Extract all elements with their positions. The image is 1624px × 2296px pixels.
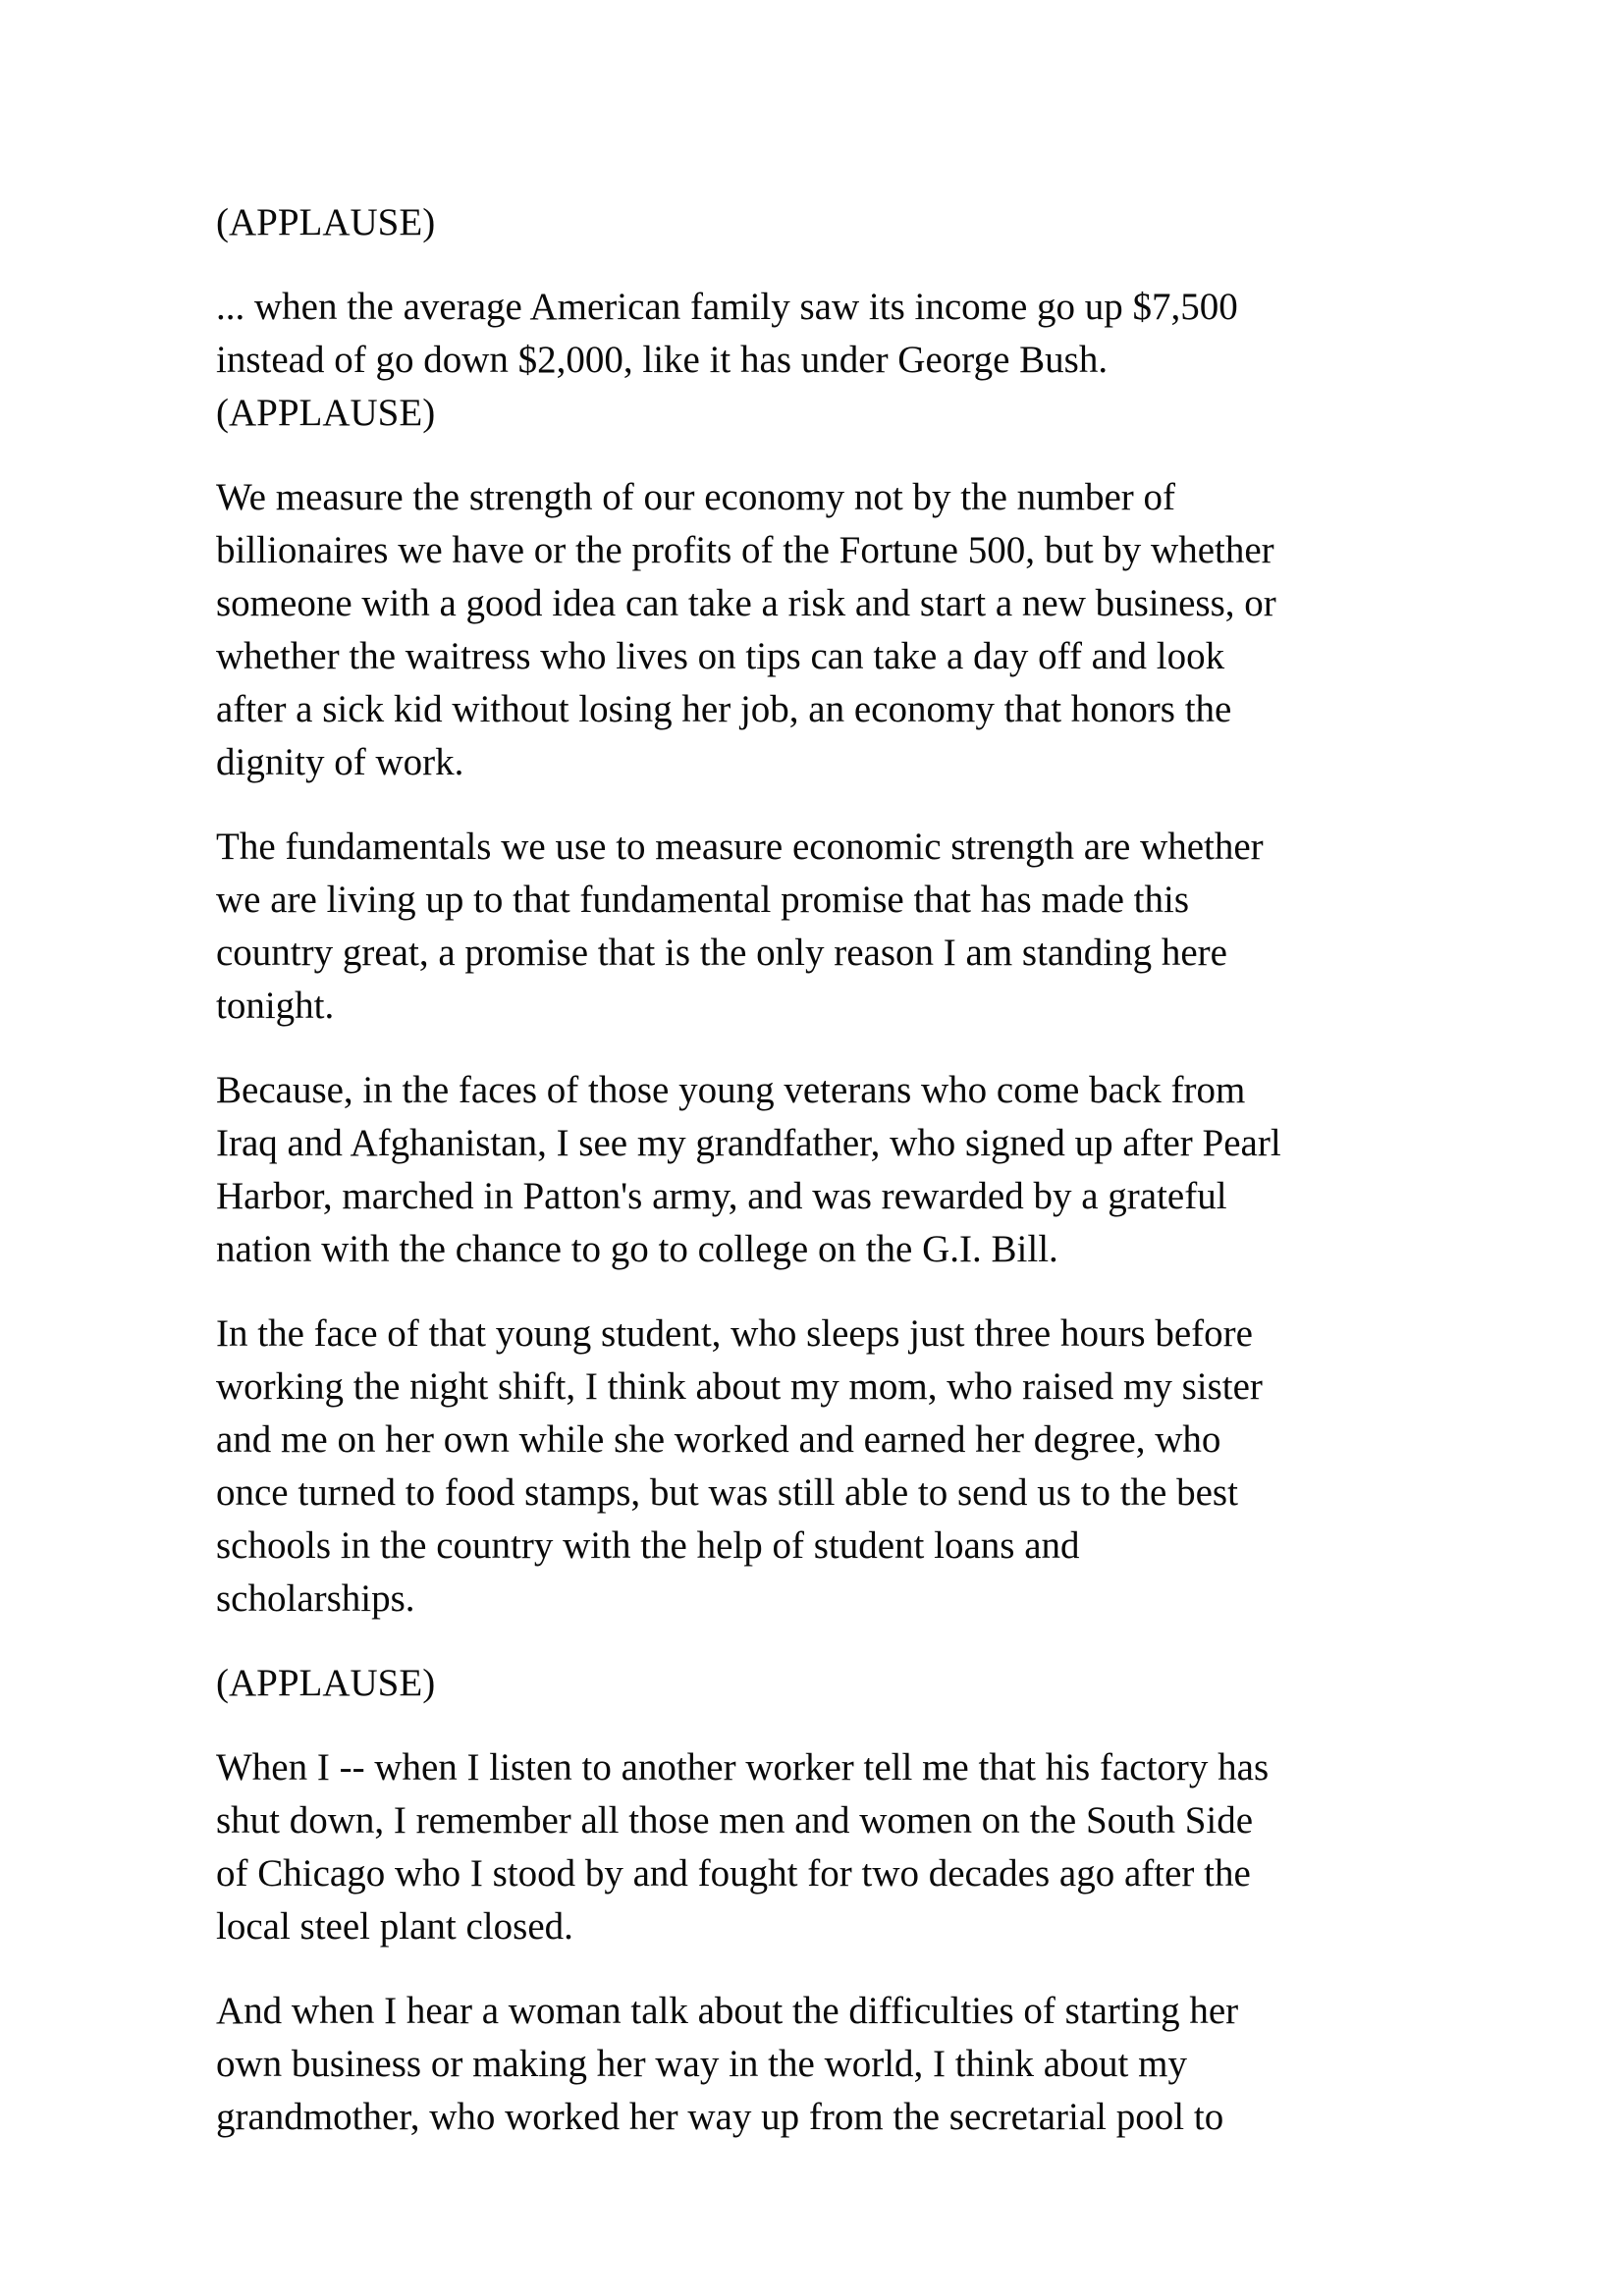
applause-marker <box>216 196 1585 249</box>
paragraph <box>216 1064 1585 1276</box>
text-line: In the face of that young student, who sleeps just three hours before <box>216 1312 1253 1355</box>
text-line: after a sick kid without losing her job, an economy that honors the <box>216 688 1232 730</box>
text-line: nation with the chance to go to college on the G.I. Bill. <box>216 1228 1058 1270</box>
text-line: billionaires we have or the profits of the Fortune 500, but by whether <box>216 529 1274 571</box>
text-line: of Chicago who I stood by and fought for two decades ago after the <box>216 1852 1251 1895</box>
text-line: shut down, I remember all those men and women on the South Side <box>216 1799 1254 1842</box>
text-line: We measure the strength of our economy not by the number of <box>216 476 1175 518</box>
text-line: tonight. <box>216 985 335 1027</box>
text-line: Iraq and Afghanistan, I see my grandfather, who signed up after Pearl <box>216 1122 1281 1164</box>
text-line: (APPLAUSE) <box>216 392 436 434</box>
text-line: and me on her own while she worked and earned her degree, who <box>216 1418 1221 1461</box>
paragraph <box>216 281 1585 440</box>
text-line: instead of go down $2,000, like it has under George Bush. <box>216 339 1109 381</box>
paragraph <box>216 821 1585 1033</box>
text-line: working the night shift, I think about my mom, who raised my sister <box>216 1365 1263 1408</box>
text-line: ... when the average American family saw its income go up $7,500 <box>216 286 1238 328</box>
text-line: (APPLAUSE) <box>216 1662 436 1704</box>
text-line: Because, in the faces of those young veterans who come back from <box>216 1069 1246 1111</box>
text-line: someone with a good idea can take a risk and start a new business, or <box>216 582 1276 624</box>
text-line: dignity of work. <box>216 741 464 783</box>
paragraph <box>216 471 1585 789</box>
text-line: When I -- when I listen to another worker tell me that his factory has <box>216 1746 1270 1789</box>
paragraph <box>216 1308 1585 1626</box>
text-line: whether the waitress who lives on tips can take a day off and look <box>216 635 1225 677</box>
text-line: country great, a promise that is the only reason I am standing here <box>216 932 1227 974</box>
text-line: we are living up to that fundamental promise that has made this <box>216 879 1189 921</box>
text-line: own business or making her way in the world, I think about my <box>216 2043 1187 2085</box>
text-line: once turned to food stamps, but was still able to send us to the best <box>216 1471 1238 1514</box>
text-line: scholarships. <box>216 1577 415 1620</box>
text-line: local steel plant closed. <box>216 1905 573 1948</box>
applause-marker <box>216 1657 1585 1710</box>
text-line: The fundamentals we use to measure economic strength are whether <box>216 826 1264 868</box>
text-line: Harbor, marched in Patton's army, and was rewarded by a grateful <box>216 1175 1227 1217</box>
text-line: And when I hear a woman talk about the difficulties of starting her <box>216 1990 1239 2032</box>
text-line: schools in the country with the help of student loans and <box>216 1524 1080 1567</box>
document-body <box>216 196 1585 2144</box>
text-line: grandmother, who worked her way up from the secretarial pool to <box>216 2096 1224 2138</box>
text-line: (APPLAUSE) <box>216 201 436 243</box>
paragraph <box>216 1985 1585 2144</box>
paragraph <box>216 1741 1585 1953</box>
